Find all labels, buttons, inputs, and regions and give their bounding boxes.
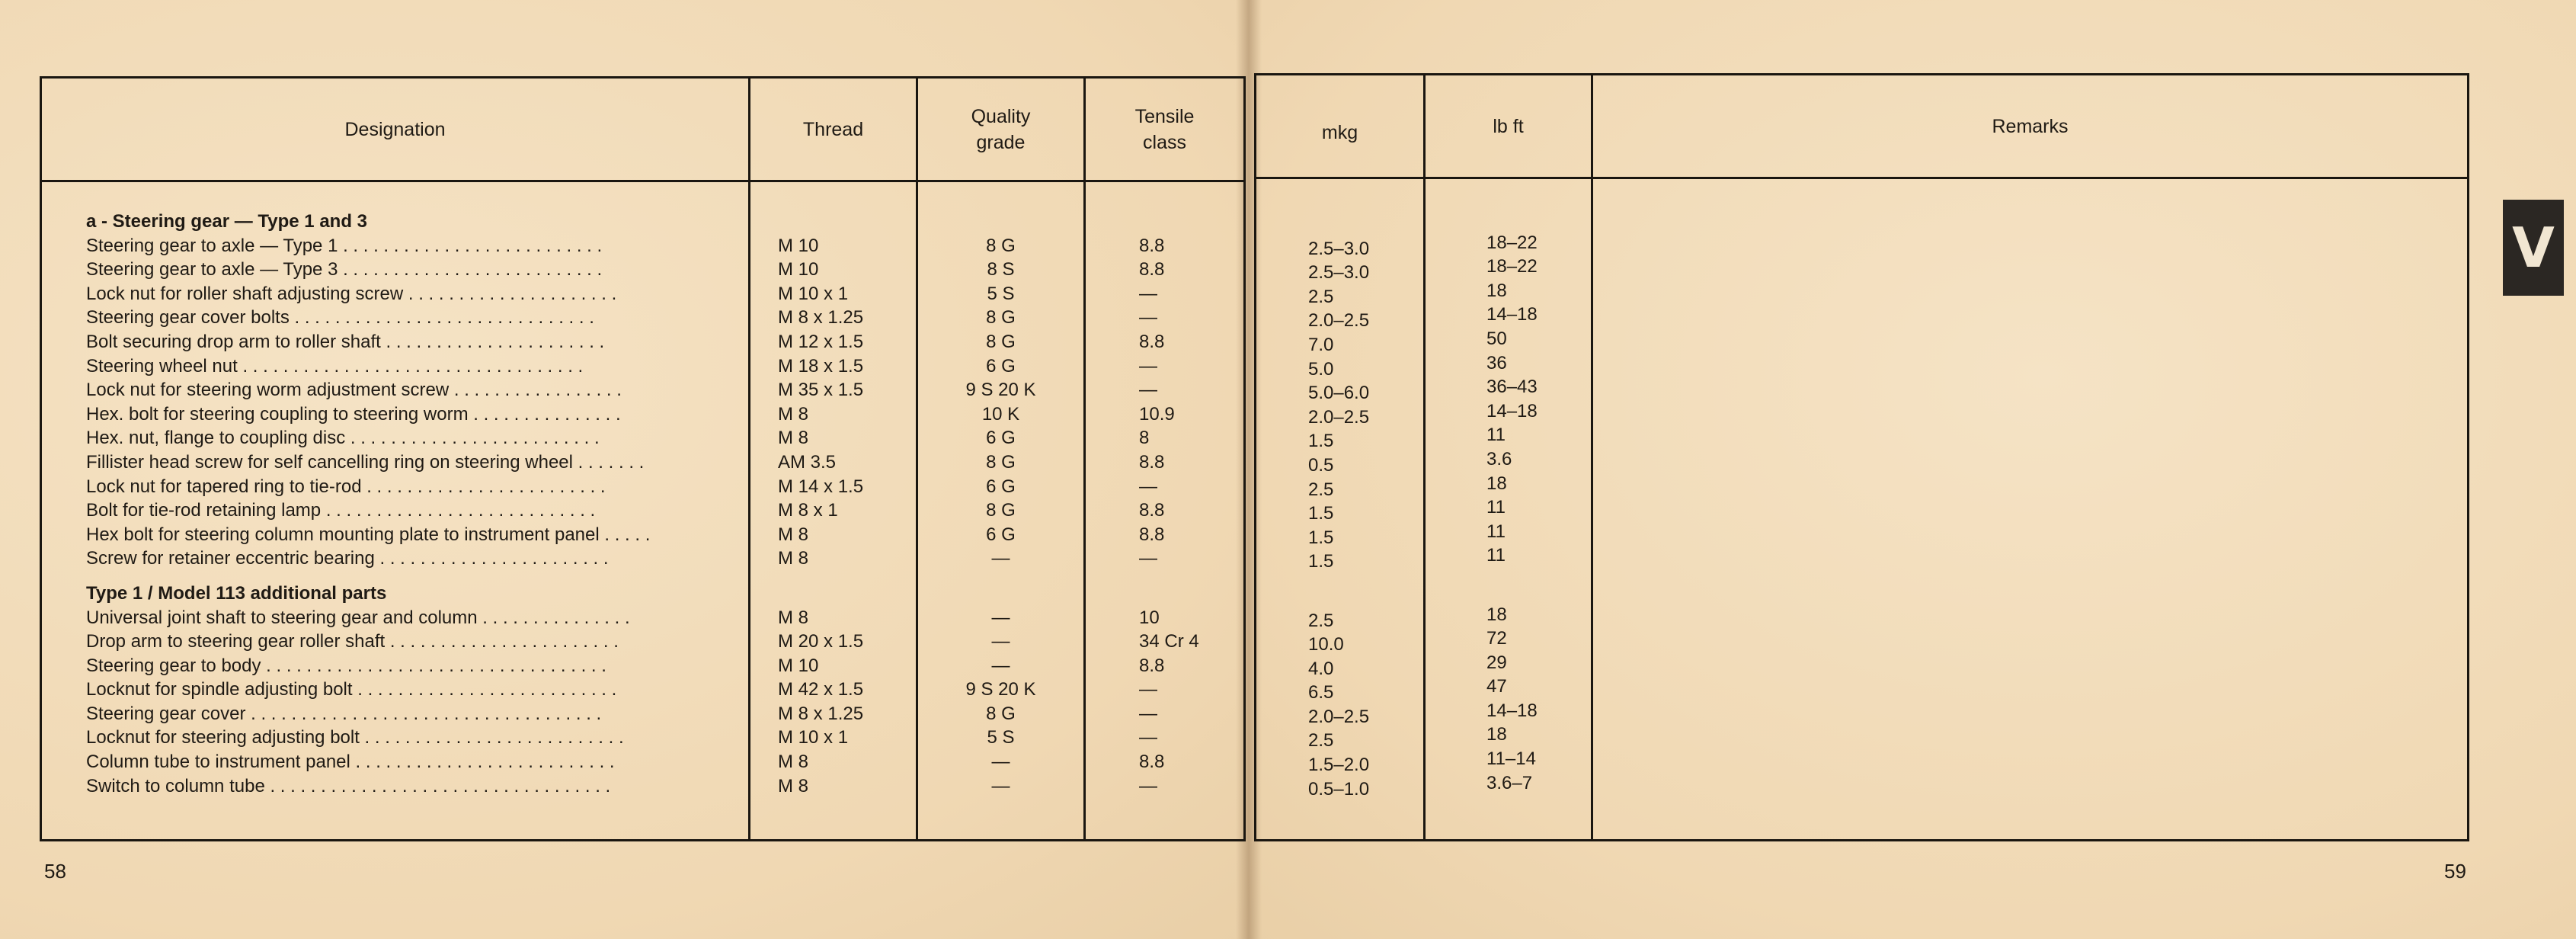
mkg-cell: 2.5–3.0: [1308, 238, 1370, 259]
thread-cell: M 8: [778, 428, 809, 449]
mkg-cell: 0.5–1.0: [1308, 778, 1370, 800]
quality-cell: —: [991, 752, 1010, 773]
designation-cell: Bolt securing drop arm to roller shaft . . . . . . . . . . . . . . . . . . . . . .: [86, 331, 605, 352]
quality-cell: 6 G: [986, 476, 1016, 497]
tensile-cell: 8: [1139, 428, 1150, 449]
quality-cell: 5 S: [987, 727, 1015, 748]
tensile-cell: —: [1139, 703, 1157, 724]
thread-cell: M 8 x 1.25: [778, 703, 864, 724]
quality-cell: 8 G: [986, 331, 1016, 352]
designation-cell: Hex. nut, flange to coupling disc . . . . . . . . . . . . . . . . . . . . . . . . .: [86, 428, 600, 449]
mkg-cell: 1.5: [1308, 503, 1334, 524]
thread-cell: M 14 x 1.5: [778, 476, 864, 497]
quality-cell: 8 G: [986, 451, 1016, 473]
tensile-cell: 8.8: [1139, 259, 1165, 280]
mkg-cell: 2.5: [1308, 286, 1334, 307]
designation-cell: Screw for retainer eccentric bearing . . . . . . . . . . . . . . . . . . . . . . .: [86, 548, 609, 569]
designation-cell: Steering wheel nut . . . . . . . . . . . . . . . . . . . . . . . . . . . . . . . . . .: [86, 355, 584, 377]
header-quality-grade: Quality grade: [917, 78, 1085, 181]
designation-cell: Type 1 / Model 113 additional parts: [86, 582, 387, 604]
quality-cell: 9 S 20 K: [965, 679, 1036, 700]
tensile-cell: 8.8: [1139, 752, 1165, 773]
torque-table-right: [1254, 73, 2469, 841]
quality-cell: —: [991, 631, 1010, 652]
mkg-cell: 1.5–2.0: [1308, 755, 1370, 776]
mkg-cell: 2.5: [1308, 479, 1334, 500]
section-spacer: [918, 571, 1083, 582]
section-spacer: [1086, 571, 1243, 582]
quality-cell: [918, 582, 1083, 606]
tensile-cell: [1086, 582, 1243, 606]
lbft-cell: 18–22: [1486, 232, 1538, 253]
designation-cell: Column tube to instrument panel . . . . . . . . . . . . . . . . . . . . . . . . . .: [86, 752, 615, 773]
mkg-cell: 5.0: [1308, 358, 1334, 380]
thread-cell: M 42 x 1.5: [778, 679, 864, 700]
thread-cell: M 18 x 1.5: [778, 355, 864, 377]
designation-cell: Locknut for spindle adjusting bolt . . . . . . . . . . . . . . . . . . . . . . . . . .: [86, 679, 617, 700]
designation-cell: a - Steering gear — Type 1 and 3: [86, 211, 367, 232]
lbft-cell: 18: [1486, 724, 1507, 745]
lbft-cell: 36–43: [1486, 377, 1538, 398]
lbft-cell: 14–18: [1486, 304, 1538, 325]
page-number-right: 59: [2444, 860, 2466, 883]
mkg-cell: 1.5: [1308, 551, 1334, 572]
designation-cell: Lock nut for tapered ring to tie-rod . . . . . . . . . . . . . . . . . . . . . . . .: [86, 476, 606, 497]
designation-cell: Steering gear to body . . . . . . . . . . . . . . . . . . . . . . . . . . . . . . . . . .: [86, 655, 606, 676]
section-spacer: [1308, 574, 1423, 585]
thread-cell: M 8: [778, 607, 809, 628]
lbft-column: [1425, 178, 1592, 841]
quality-cell: 6 G: [986, 355, 1016, 377]
tensile-cell: —: [1139, 775, 1157, 796]
designation-cell: Fillister head screw for self cancelling ring on steering wheel . . . . . . .: [86, 451, 645, 473]
mkg-cell: 5.0–6.0: [1308, 383, 1370, 404]
section-spacer: [86, 571, 748, 582]
thread-cell: M 12 x 1.5: [778, 331, 864, 352]
designation-cell: Steering gear cover bolts . . . . . . . . . . . . . . . . . . . . . . . . . . . . . .: [86, 307, 594, 328]
thread-cell: [778, 582, 916, 606]
quality-cell: 8 G: [986, 235, 1016, 256]
designation-column: [41, 181, 750, 841]
tensile-cell: 34 Cr 4: [1139, 631, 1199, 652]
lbft-cell: 18: [1486, 604, 1507, 625]
thread-cell: M 8: [778, 752, 809, 773]
quality-cell: 8 G: [986, 500, 1016, 521]
thread-cell: M 10 x 1: [778, 283, 849, 304]
thread-cell: M 10 x 1: [778, 727, 849, 748]
tensile-cell: 10.9: [1139, 403, 1175, 425]
mkg-cell: 2.0–2.5: [1308, 406, 1370, 428]
tensile-cell: [1086, 210, 1243, 234]
thread-cell: M 20 x 1.5: [778, 631, 864, 652]
quality-cell: 9 S 20 K: [965, 380, 1036, 401]
thread-cell: M 8 x 1.25: [778, 307, 864, 328]
tensile-cell: 8.8: [1139, 500, 1165, 521]
thread-cell: M 8: [778, 403, 809, 425]
thread-cell: M 35 x 1.5: [778, 380, 864, 401]
thread-cell: M 10: [778, 235, 819, 256]
mkg-cell: 2.5: [1308, 730, 1334, 752]
tensile-cell: 8.8: [1139, 524, 1165, 545]
mkg-cell: 0.5: [1308, 454, 1334, 476]
tensile-cell: 10: [1139, 607, 1160, 628]
designation-cell: Hex. bolt for steering coupling to steering worm . . . . . . . . . . . . . . .: [86, 403, 621, 425]
lbft-cell: 50: [1486, 328, 1507, 349]
designation-cell: Universal joint shaft to steering gear and column . . . . . . . . . . . . . . .: [86, 607, 630, 628]
mkg-cell: 1.5: [1308, 527, 1334, 548]
designation-cell: Bolt for tie-rod retaining lamp . . . . . . . . . . . . . . . . . . . . . . . . . . .: [86, 500, 596, 521]
section-tab: V: [2503, 200, 2564, 296]
mkg-cell: 2.0–2.5: [1308, 310, 1370, 332]
mkg-cell: 2.5–3.0: [1308, 262, 1370, 284]
tensile-cell: —: [1139, 548, 1157, 569]
lbft-cell: 18: [1486, 280, 1507, 301]
lbft-cell: 3.6–7: [1486, 772, 1533, 793]
designation-cell: Lock nut for steering worm adjustment screw . . . . . . . . . . . . . . . . .: [86, 380, 622, 401]
tensile-cell: —: [1139, 355, 1157, 377]
quality-cell: 8 S: [987, 259, 1015, 280]
designation-cell: Lock nut for roller shaft adjusting screw . . . . . . . . . . . . . . . . . . . . .: [86, 283, 617, 304]
section-spacer: [778, 571, 916, 582]
designation-cell: Drop arm to steering gear roller shaft . . . . . . . . . . . . . . . . . . . . . . .: [86, 631, 619, 652]
thread-cell: M 8: [778, 775, 809, 796]
header-remarks: Remarks: [1592, 75, 2469, 178]
tensile-cell: —: [1139, 380, 1157, 401]
quality-column: [917, 181, 1085, 841]
mkg-cell: 4.0: [1308, 658, 1334, 679]
quality-cell: 10 K: [981, 403, 1020, 425]
header-mkg: mkg: [1256, 75, 1425, 178]
thread-cell: M 8: [778, 524, 809, 545]
thread-cell: M 8 x 1: [778, 500, 838, 521]
mkg-column: [1256, 178, 1425, 841]
mkg-cell: 1.5: [1308, 431, 1334, 452]
header-designation: Designation: [41, 78, 750, 181]
header-tensile-class: Tensile class: [1085, 78, 1245, 181]
quality-cell: 6 G: [986, 428, 1016, 449]
thread-cell: [778, 210, 916, 234]
thread-cell: AM 3.5: [778, 451, 837, 473]
lbft-cell: [1486, 578, 1591, 603]
mkg-cell: [1308, 213, 1423, 237]
designation-cell: Hex bolt for steering column mounting plate to instrument panel . . . . .: [86, 524, 651, 545]
quality-cell: [918, 210, 1083, 234]
lbft-cell: 47: [1486, 676, 1507, 697]
tensile-cell: 8.8: [1139, 655, 1165, 676]
thread-cell: M 10: [778, 259, 819, 280]
mkg-cell: 10.0: [1308, 634, 1344, 655]
thread-cell: M 8: [778, 548, 809, 569]
tensile-cell: 8.8: [1139, 235, 1165, 256]
thread-cell: M 10: [778, 655, 819, 676]
mkg-cell: 2.5: [1308, 610, 1334, 631]
tensile-cell: —: [1139, 307, 1157, 328]
remarks-column: [1592, 178, 2469, 841]
lbft-cell: 18–22: [1486, 256, 1538, 277]
lbft-cell: 14–18: [1486, 700, 1538, 721]
quality-cell: —: [991, 775, 1010, 796]
lbft-cell: 29: [1486, 652, 1507, 673]
torque-table-left: [40, 76, 1246, 841]
tensile-cell: 8.8: [1139, 331, 1165, 352]
tensile-cell: —: [1139, 476, 1157, 497]
mkg-cell: [1308, 585, 1423, 609]
mkg-cell: 7.0: [1308, 334, 1334, 355]
quality-cell: —: [991, 548, 1010, 569]
tensile-cell: —: [1139, 727, 1157, 748]
tensile-cell: 8.8: [1139, 451, 1165, 473]
lbft-cell: 18: [1486, 473, 1507, 494]
designation-cell: Switch to column tube . . . . . . . . . . . . . . . . . . . . . . . . . . . . . . . . . .: [86, 775, 611, 796]
section-spacer: [1486, 568, 1591, 578]
lbft-cell: 14–18: [1486, 400, 1538, 421]
lbft-cell: 11: [1486, 425, 1506, 446]
lbft-cell: 11: [1486, 545, 1506, 566]
tensile-cell: —: [1139, 679, 1157, 700]
page-number-left: 58: [44, 860, 66, 883]
lbft-cell: 11: [1486, 521, 1506, 542]
mkg-cell: 6.5: [1308, 682, 1334, 703]
thread-column: [750, 181, 917, 841]
quality-cell: —: [991, 607, 1010, 628]
designation-cell: Steering gear to axle — Type 3 . . . . . . . . . . . . . . . . . . . . . . . . . .: [86, 259, 603, 280]
mkg-cell: 2.0–2.5: [1308, 706, 1370, 727]
tensile-column: [1085, 181, 1245, 841]
tensile-cell: —: [1139, 283, 1157, 304]
designation-cell: Locknut for steering adjusting bolt . . . . . . . . . . . . . . . . . . . . . . . . . .: [86, 727, 624, 748]
quality-cell: 6 G: [986, 524, 1016, 545]
lbft-cell: 11–14: [1486, 748, 1536, 770]
designation-cell: Steering gear cover . . . . . . . . . . . . . . . . . . . . . . . . . . . . . . . . . . .: [86, 703, 602, 724]
quality-cell: 5 S: [987, 283, 1015, 304]
quality-cell: 8 G: [986, 703, 1016, 724]
quality-cell: —: [991, 655, 1010, 676]
lbft-cell: 3.6: [1486, 448, 1512, 470]
header-lbft: lb ft: [1425, 75, 1592, 178]
lbft-cell: 11: [1486, 497, 1506, 518]
designation-cell: Steering gear to axle — Type 1 . . . . . . . . . . . . . . . . . . . . . . . . . .: [86, 235, 603, 256]
header-thread: Thread: [750, 78, 917, 181]
lbft-cell: 36: [1486, 352, 1507, 373]
lbft-cell: 72: [1486, 628, 1507, 649]
quality-cell: 8 G: [986, 307, 1016, 328]
lbft-cell: [1486, 207, 1591, 231]
